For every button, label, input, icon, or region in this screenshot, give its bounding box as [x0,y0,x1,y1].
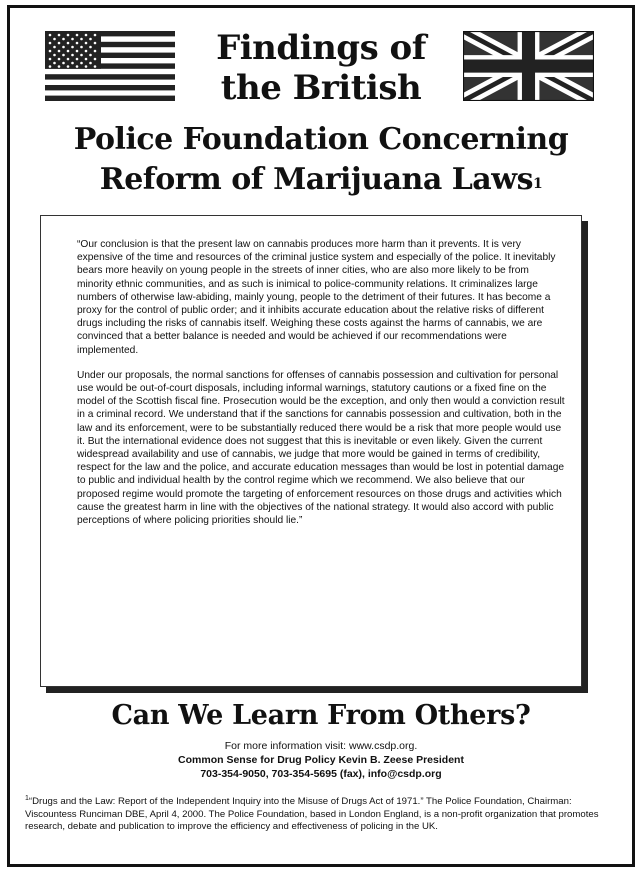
title-main [10,120,632,200]
title-line-4 [10,160,632,200]
contact-phone-email: 703-354-9050, 703-354-5695 (fax), info@csdp.org [200,768,442,780]
quote-paragraph-2: Under our proposals, the normal sanctions for offenses of cannabis possession and cultivation for personal use would be out-of-court disposals, including informal warnings, statutory cautions or a fixed fine on the model of the Scottish fiscal fine. Prosecution would be the exception, and only then would a conviction result in a criminal record. We understand that if the sanctions for cannabis possession and cultivation, both in the law and its enforcement, were to be substantially reduced there would be a risk that more people would use it. But the international evidence does not suggest that this is inevitable or even likely. Given the current widespread availability and use of cannabis, we judge that more would be gained in terms of credibility, respect for the law and the police, and accurate education messages than would be lost in potential damage to public and individual health by the control regime which we recommend. We also believe that our proposed regime would promote the targeting of enforcement resources on those drugs and activities which cause the greatest harm in line with the objectives of the national strategy. It would also accord with public perceptions of where policing priorities should lie.” [77,369,565,527]
title-line-2: the British [220,68,422,108]
slogan-heading: Can We Learn From Others? [111,700,531,731]
title-top [185,28,457,108]
title-line-4-text: Reform of Marijuana Laws [99,162,533,197]
contact-organization: Common Sense for Drug Policy Kevin B. Zeese President [178,754,464,766]
footnote-number: 1 [25,795,29,802]
header [10,8,632,197]
title-line-1: Findings of [216,28,426,68]
quote-text [77,238,565,539]
quote-box [40,215,582,687]
advertisement-page [7,5,635,867]
footnote-text: “Drugs and the Law: Report of the Independent Inquiry into the Misuse of Drugs Act of 1971.” The Police Foundation, Chairman: Viscountess Runciman DBE, April 4, 2000. The Police Foundation, based in London England, is a non-profit organization that promotes research, debate and publication to improve the efficiency and effectiveness of policing in the UK. [25,796,599,833]
contact-block [10,739,632,781]
union-jack-flag-icon [463,31,594,101]
contact-website: For more information visit: www.csdp.org. [224,740,418,752]
footnote [25,793,620,834]
quote-paragraph-1: “Our conclusion is that the present law on cannabis produces more harm than it prevents. It is very expensive of the time and resources of the criminal justice system and especially of the police. It inevitably bears more heavily on young people in the streets of inner cities, who are also more likely to be from minority ethnic communities, and as such is inimical to police-community relations. It criminalizes large numbers of otherwise law-abiding, mainly young, people to the detriment of their futures. It has become a proxy for the control of public order; and it inhibits accurate education about the relative risks of different drugs including the risks of cannabis itself. Weighing these costs against the harms of cannabis, we are convinced that a better balance is needed and would be achieved if our recommendations were implemented. [77,239,556,356]
footnote-marker: 1 [532,176,543,192]
american-flag-icon [45,31,175,101]
title-line-3: Police Foundation Concerning [73,122,569,157]
